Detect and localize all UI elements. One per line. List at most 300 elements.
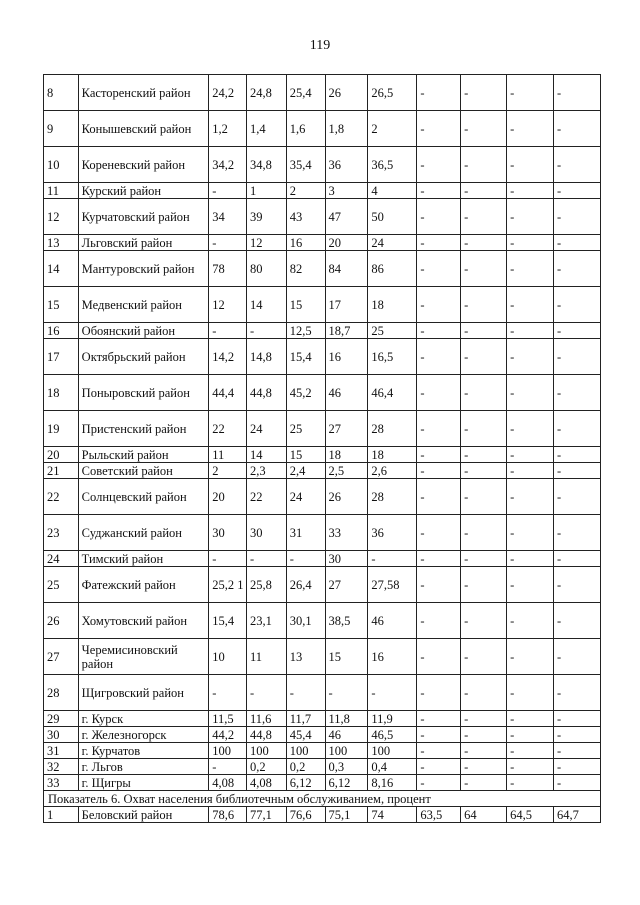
row-number: 1: [44, 807, 79, 823]
value-cell: 13: [286, 639, 325, 675]
value-cell: 4: [368, 183, 417, 199]
value-cell: 17: [325, 287, 368, 323]
row-number: 28: [44, 675, 79, 711]
value-cell: 44,8: [246, 727, 286, 743]
value-cell: -: [461, 323, 507, 339]
table-row: [44, 675, 601, 711]
value-cell: 64: [461, 807, 507, 823]
row-number: 22: [44, 479, 79, 515]
value-cell: 18: [368, 287, 417, 323]
district-name: Касторенский район: [78, 75, 209, 111]
district-name: Обоянский район: [78, 323, 209, 339]
value-cell: 35,4: [286, 147, 325, 183]
value-cell: -: [507, 639, 554, 675]
value-cell: -: [554, 447, 601, 463]
value-cell: 34: [209, 199, 247, 235]
value-cell: 50: [368, 199, 417, 235]
value-cell: 28: [368, 411, 417, 447]
value-cell: 45,4: [286, 727, 325, 743]
value-cell: 20: [209, 479, 247, 515]
district-name: Фатежский район: [78, 567, 209, 603]
value-cell: 28: [368, 479, 417, 515]
table-row: [44, 567, 601, 603]
value-cell: -: [417, 323, 461, 339]
row-number: 11: [44, 183, 79, 199]
value-cell: -: [417, 287, 461, 323]
value-cell: -: [209, 235, 247, 251]
value-cell: 15,4: [286, 339, 325, 375]
value-cell: -: [209, 323, 247, 339]
value-cell: 22: [209, 411, 247, 447]
value-cell: -: [554, 759, 601, 775]
value-cell: 14,2: [209, 339, 247, 375]
value-cell: 100: [368, 743, 417, 759]
table-row: [44, 479, 601, 515]
value-cell: -: [417, 775, 461, 791]
value-cell: -: [368, 551, 417, 567]
value-cell: 1,8: [325, 111, 368, 147]
value-cell: -: [507, 743, 554, 759]
value-cell: -: [417, 639, 461, 675]
value-cell: -: [417, 567, 461, 603]
value-cell: 77,1: [246, 807, 286, 823]
row-number: 33: [44, 775, 79, 791]
table-row: [44, 807, 601, 823]
row-number: 21: [44, 463, 79, 479]
table-row: [44, 375, 601, 411]
district-name: г. Курск: [78, 711, 209, 727]
district-name: Щигровский район: [78, 675, 209, 711]
row-number: 23: [44, 515, 79, 551]
value-cell: -: [461, 235, 507, 251]
value-cell: 2,4: [286, 463, 325, 479]
value-cell: 34,8: [246, 147, 286, 183]
value-cell: -: [507, 759, 554, 775]
district-name: Льговский район: [78, 235, 209, 251]
value-cell: 43: [286, 199, 325, 235]
value-cell: -: [507, 447, 554, 463]
value-cell: -: [417, 111, 461, 147]
value-cell: 11,7: [286, 711, 325, 727]
value-cell: -: [246, 675, 286, 711]
value-cell: -: [554, 479, 601, 515]
value-cell: -: [461, 447, 507, 463]
district-name: Конышевский район: [78, 111, 209, 147]
value-cell: -: [417, 147, 461, 183]
value-cell: 4,08: [209, 775, 247, 791]
value-cell: 36: [325, 147, 368, 183]
value-cell: -: [461, 567, 507, 603]
value-cell: 80: [246, 251, 286, 287]
value-cell: 1,2: [209, 111, 247, 147]
value-cell: 64,7: [554, 807, 601, 823]
value-cell: 6,12: [325, 775, 368, 791]
value-cell: 4,08: [246, 775, 286, 791]
value-cell: 2,3: [246, 463, 286, 479]
value-cell: -: [554, 711, 601, 727]
value-cell: 25,4: [286, 75, 325, 111]
value-cell: -: [554, 515, 601, 551]
value-cell: 63,5: [417, 807, 461, 823]
value-cell: 0,2: [246, 759, 286, 775]
table-row: [44, 251, 601, 287]
value-cell: -: [554, 675, 601, 711]
value-cell: -: [554, 339, 601, 375]
value-cell: 27: [325, 411, 368, 447]
value-cell: 24,2: [209, 75, 247, 111]
value-cell: 34,2: [209, 147, 247, 183]
value-cell: -: [461, 75, 507, 111]
value-cell: -: [507, 111, 554, 147]
value-cell: -: [507, 479, 554, 515]
value-cell: -: [461, 147, 507, 183]
value-cell: 15,4: [209, 603, 247, 639]
table-row: [44, 711, 601, 727]
value-cell: -: [507, 775, 554, 791]
table-row: [44, 447, 601, 463]
value-cell: -: [507, 235, 554, 251]
value-cell: -: [507, 199, 554, 235]
district-name: Поныровский район: [78, 375, 209, 411]
value-cell: 30: [325, 551, 368, 567]
row-number: 16: [44, 323, 79, 339]
table-row: [44, 287, 601, 323]
value-cell: -: [554, 75, 601, 111]
value-cell: 78,6: [209, 807, 247, 823]
table-row: [44, 235, 601, 251]
value-cell: -: [417, 727, 461, 743]
value-cell: 25: [286, 411, 325, 447]
value-cell: -: [507, 603, 554, 639]
value-cell: -: [286, 551, 325, 567]
table-body: [44, 75, 601, 823]
value-cell: 12: [209, 287, 247, 323]
value-cell: -: [417, 711, 461, 727]
value-cell: -: [417, 551, 461, 567]
value-cell: -: [417, 411, 461, 447]
value-cell: -: [507, 183, 554, 199]
row-number: 14: [44, 251, 79, 287]
row-number: 29: [44, 711, 79, 727]
value-cell: 100: [286, 743, 325, 759]
value-cell: -: [417, 75, 461, 111]
value-cell: 24,8: [246, 75, 286, 111]
value-cell: 11,5: [209, 711, 247, 727]
page-number: 119: [309, 38, 331, 53]
section-header-row: [44, 791, 601, 807]
district-name: г. Щигры: [78, 775, 209, 791]
value-cell: 18,7: [325, 323, 368, 339]
value-cell: 22: [246, 479, 286, 515]
value-cell: -: [554, 551, 601, 567]
value-cell: 1,4: [246, 111, 286, 147]
value-cell: -: [554, 287, 601, 323]
value-cell: 100: [246, 743, 286, 759]
value-cell: 46,4: [368, 375, 417, 411]
value-cell: -: [554, 639, 601, 675]
value-cell: -: [461, 375, 507, 411]
row-number: 8: [44, 75, 79, 111]
value-cell: 44,2: [209, 727, 247, 743]
row-number: 10: [44, 147, 79, 183]
value-cell: -: [461, 743, 507, 759]
value-cell: 36,5: [368, 147, 417, 183]
value-cell: -: [554, 375, 601, 411]
value-cell: -: [461, 251, 507, 287]
value-cell: 27: [325, 567, 368, 603]
row-number: 15: [44, 287, 79, 323]
table-row: [44, 639, 601, 675]
value-cell: -: [554, 199, 601, 235]
value-cell: 46: [325, 727, 368, 743]
value-cell: -: [507, 727, 554, 743]
value-cell: 11: [209, 447, 247, 463]
value-cell: 0,4: [368, 759, 417, 775]
value-cell: -: [554, 111, 601, 147]
value-cell: -: [417, 375, 461, 411]
table-row: [44, 339, 601, 375]
value-cell: 36: [368, 515, 417, 551]
value-cell: 27,58: [368, 567, 417, 603]
value-cell: -: [507, 551, 554, 567]
value-cell: -: [507, 323, 554, 339]
value-cell: 76,6: [286, 807, 325, 823]
value-cell: -: [554, 727, 601, 743]
value-cell: 26: [325, 75, 368, 111]
value-cell: -: [554, 743, 601, 759]
value-cell: 74: [368, 807, 417, 823]
value-cell: -: [417, 447, 461, 463]
value-cell: 44,8: [246, 375, 286, 411]
value-cell: 82: [286, 251, 325, 287]
value-cell: -: [507, 339, 554, 375]
row-number: 20: [44, 447, 79, 463]
value-cell: -: [209, 759, 247, 775]
row-number: 17: [44, 339, 79, 375]
value-cell: 78: [209, 251, 247, 287]
value-cell: -: [554, 183, 601, 199]
value-cell: -: [461, 603, 507, 639]
value-cell: -: [461, 411, 507, 447]
value-cell: 0,2: [286, 759, 325, 775]
value-cell: 2: [209, 463, 247, 479]
value-cell: -: [417, 515, 461, 551]
value-cell: -: [554, 567, 601, 603]
row-number: 9: [44, 111, 79, 147]
value-cell: -: [286, 675, 325, 711]
value-cell: 16,5: [368, 339, 417, 375]
district-name: Беловский район: [78, 807, 209, 823]
value-cell: 100: [325, 743, 368, 759]
row-number: 12: [44, 199, 79, 235]
value-cell: -: [507, 463, 554, 479]
value-cell: -: [368, 675, 417, 711]
value-cell: 18: [368, 447, 417, 463]
value-cell: 46,5: [368, 727, 417, 743]
value-cell: -: [461, 639, 507, 675]
value-cell: -: [507, 515, 554, 551]
district-name: Октябрьский район: [78, 339, 209, 375]
district-name: Рыльский район: [78, 447, 209, 463]
value-cell: 47: [325, 199, 368, 235]
value-cell: 15: [286, 447, 325, 463]
value-cell: -: [507, 251, 554, 287]
district-name: Медвенский район: [78, 287, 209, 323]
district-name: Черемисиновский район: [78, 639, 209, 675]
value-cell: -: [417, 675, 461, 711]
value-cell: -: [507, 75, 554, 111]
value-cell: -: [246, 551, 286, 567]
value-cell: -: [417, 183, 461, 199]
row-number: 25: [44, 567, 79, 603]
value-cell: -: [554, 251, 601, 287]
table-row: [44, 727, 601, 743]
value-cell: -: [246, 323, 286, 339]
value-cell: -: [417, 251, 461, 287]
value-cell: 30,1: [286, 603, 325, 639]
district-name: Суджанский район: [78, 515, 209, 551]
value-cell: -: [417, 463, 461, 479]
value-cell: -: [461, 463, 507, 479]
value-cell: 26,4: [286, 567, 325, 603]
district-name: Кореневский район: [78, 147, 209, 183]
district-name: Пристенский район: [78, 411, 209, 447]
value-cell: -: [461, 711, 507, 727]
district-name: Курский район: [78, 183, 209, 199]
value-cell: -: [507, 675, 554, 711]
value-cell: -: [461, 339, 507, 375]
value-cell: 75,1: [325, 807, 368, 823]
table-row: [44, 551, 601, 567]
section-header-text: Показатель 6. Охват населения библиотечным обслуживанием, процент: [44, 791, 601, 807]
value-cell: -: [554, 235, 601, 251]
district-name: г. Курчатов: [78, 743, 209, 759]
row-number: 27: [44, 639, 79, 675]
value-cell: 15: [325, 639, 368, 675]
value-cell: 2: [286, 183, 325, 199]
value-cell: -: [554, 463, 601, 479]
value-cell: 3: [325, 183, 368, 199]
table-row: [44, 111, 601, 147]
value-cell: -: [209, 551, 247, 567]
value-cell: 38,5: [325, 603, 368, 639]
value-cell: -: [209, 675, 247, 711]
value-cell: -: [461, 183, 507, 199]
value-cell: 18: [325, 447, 368, 463]
indicator-table: [43, 74, 601, 823]
table-row: [44, 199, 601, 235]
table-row: [44, 743, 601, 759]
value-cell: -: [554, 147, 601, 183]
value-cell: 25,8: [246, 567, 286, 603]
value-cell: -: [507, 711, 554, 727]
value-cell: 2,5: [325, 463, 368, 479]
value-cell: -: [461, 775, 507, 791]
row-number: 19: [44, 411, 79, 447]
district-name: Советский район: [78, 463, 209, 479]
district-name: Мантуровский район: [78, 251, 209, 287]
value-cell: -: [554, 411, 601, 447]
value-cell: -: [417, 479, 461, 515]
value-cell: 11: [246, 639, 286, 675]
row-number: 18: [44, 375, 79, 411]
value-cell: 33: [325, 515, 368, 551]
value-cell: 2,6: [368, 463, 417, 479]
row-number: 31: [44, 743, 79, 759]
value-cell: -: [417, 199, 461, 235]
value-cell: -: [461, 199, 507, 235]
district-name: г. Железногорск: [78, 727, 209, 743]
value-cell: 15: [286, 287, 325, 323]
value-cell: 11,9: [368, 711, 417, 727]
value-cell: -: [507, 411, 554, 447]
value-cell: -: [461, 111, 507, 147]
value-cell: -: [461, 479, 507, 515]
table-row: [44, 759, 601, 775]
value-cell: 8,16: [368, 775, 417, 791]
value-cell: 1: [246, 183, 286, 199]
district-name: Курчатовский район: [78, 199, 209, 235]
value-cell: 30: [246, 515, 286, 551]
district-name: Тимский район: [78, 551, 209, 567]
table-row: [44, 183, 601, 199]
table-row: [44, 775, 601, 791]
value-cell: 46: [368, 603, 417, 639]
value-cell: -: [417, 759, 461, 775]
row-number: 32: [44, 759, 79, 775]
value-cell: 86: [368, 251, 417, 287]
value-cell: 100: [209, 743, 247, 759]
value-cell: 39: [246, 199, 286, 235]
row-number: 30: [44, 727, 79, 743]
value-cell: 2: [368, 111, 417, 147]
value-cell: -: [417, 339, 461, 375]
value-cell: 6,12: [286, 775, 325, 791]
value-cell: -: [461, 759, 507, 775]
value-cell: 31: [286, 515, 325, 551]
value-cell: 24: [368, 235, 417, 251]
value-cell: 0,3: [325, 759, 368, 775]
value-cell: 14,8: [246, 339, 286, 375]
value-cell: 1,6: [286, 111, 325, 147]
value-cell: 14: [246, 287, 286, 323]
value-cell: 25,2 1: [209, 567, 247, 603]
value-cell: -: [209, 183, 247, 199]
table-row: [44, 463, 601, 479]
value-cell: -: [461, 287, 507, 323]
district-name: Солнцевский район: [78, 479, 209, 515]
table-row: [44, 411, 601, 447]
value-cell: 16: [325, 339, 368, 375]
value-cell: 84: [325, 251, 368, 287]
district-name: Хомутовский район: [78, 603, 209, 639]
value-cell: 46: [325, 375, 368, 411]
value-cell: -: [554, 603, 601, 639]
row-number: 13: [44, 235, 79, 251]
row-number: 26: [44, 603, 79, 639]
value-cell: -: [325, 675, 368, 711]
value-cell: 20: [325, 235, 368, 251]
value-cell: 12: [246, 235, 286, 251]
value-cell: -: [461, 515, 507, 551]
district-name: г. Льгов: [78, 759, 209, 775]
value-cell: -: [554, 323, 601, 339]
table-row: [44, 323, 601, 339]
value-cell: -: [417, 743, 461, 759]
value-cell: 25: [368, 323, 417, 339]
table-row: [44, 75, 601, 111]
value-cell: 12,5: [286, 323, 325, 339]
